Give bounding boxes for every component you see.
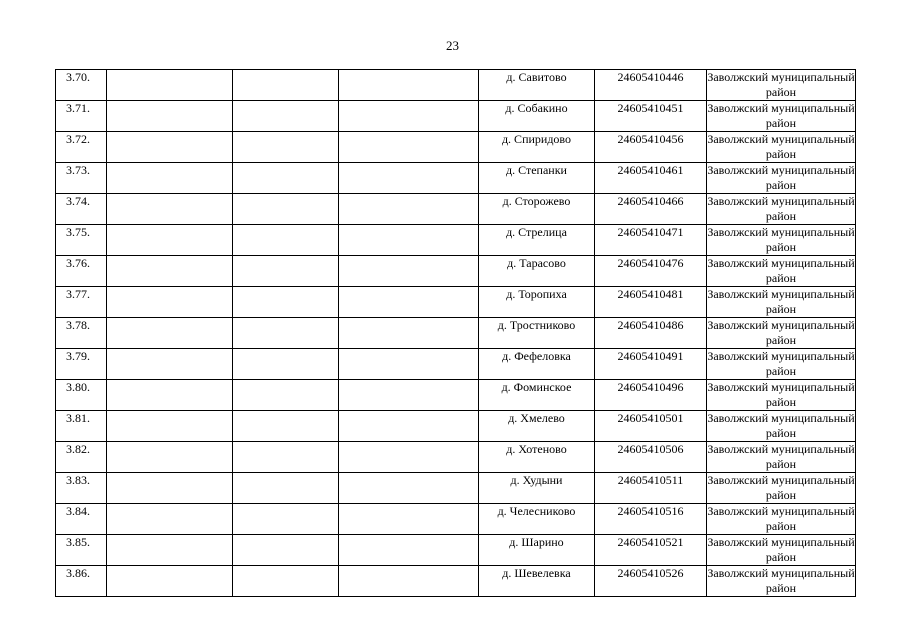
row-number-cell: 3.85. <box>56 535 107 566</box>
settlement-name-cell: д. Савитово <box>479 70 595 101</box>
settlement-name-cell: д. Сторожево <box>479 194 595 225</box>
empty-cell <box>107 318 233 349</box>
empty-cell <box>233 225 339 256</box>
empty-cell <box>233 380 339 411</box>
empty-cell <box>339 380 479 411</box>
table-row <box>56 318 856 349</box>
district-cell: Заволжский муниципальный район <box>707 349 855 378</box>
empty-cell <box>233 535 339 566</box>
district-cell: Заволжский муниципальный район <box>707 442 855 471</box>
table-row <box>56 256 856 287</box>
row-number-cell: 3.73. <box>56 163 107 194</box>
settlement-name-cell: д. Собакино <box>479 101 595 132</box>
oktmo-code-cell: 24605410446 <box>595 70 707 101</box>
row-number-cell: 3.75. <box>56 225 107 256</box>
district-cell: Заволжский муниципальный район <box>707 256 855 285</box>
district-cell: Заволжский муниципальный район <box>707 473 855 502</box>
empty-cell <box>339 473 479 504</box>
oktmo-code-cell: 24605410471 <box>595 225 707 256</box>
settlement-name-cell: д. Челесниково <box>479 504 595 535</box>
empty-cell <box>339 163 479 194</box>
oktmo-code-cell: 24605410456 <box>595 132 707 163</box>
empty-cell <box>107 504 233 535</box>
empty-cell <box>107 101 233 132</box>
empty-cell <box>339 132 479 163</box>
row-number-cell: 3.81. <box>56 411 107 442</box>
table-row <box>56 349 856 380</box>
row-number-cell: 3.86. <box>56 566 107 597</box>
table-row <box>56 287 856 318</box>
district-cell: Заволжский муниципальный район <box>707 132 855 161</box>
empty-cell <box>233 411 339 442</box>
table-row <box>56 225 856 256</box>
empty-cell <box>233 132 339 163</box>
empty-cell <box>107 225 233 256</box>
settlement-name-cell: д. Шарино <box>479 535 595 566</box>
empty-cell <box>339 566 479 597</box>
empty-cell <box>107 349 233 380</box>
oktmo-code-cell: 24605410461 <box>595 163 707 194</box>
page-number: 23 <box>446 38 459 53</box>
settlement-name-cell: д. Степанки <box>479 163 595 194</box>
empty-cell <box>107 287 233 318</box>
table-row <box>56 163 856 194</box>
empty-cell <box>107 380 233 411</box>
empty-cell <box>339 318 479 349</box>
oktmo-code-cell: 24605410521 <box>595 535 707 566</box>
oktmo-code-cell: 24605410506 <box>595 442 707 473</box>
row-number-cell: 3.72. <box>56 132 107 163</box>
settlement-name-cell: д. Худыни <box>479 473 595 504</box>
oktmo-code-cell: 24605410476 <box>595 256 707 287</box>
oktmo-code-cell: 24605410491 <box>595 349 707 380</box>
row-number-cell: 3.76. <box>56 256 107 287</box>
empty-cell <box>339 256 479 287</box>
oktmo-code-cell: 24605410496 <box>595 380 707 411</box>
settlement-name-cell: д. Хотеново <box>479 442 595 473</box>
oktmo-code-cell: 24605410466 <box>595 194 707 225</box>
table-row <box>56 411 856 442</box>
row-number-cell: 3.74. <box>56 194 107 225</box>
row-number-cell: 3.71. <box>56 101 107 132</box>
empty-cell <box>107 163 233 194</box>
table-row <box>56 132 856 163</box>
oktmo-code-cell: 24605410516 <box>595 504 707 535</box>
empty-cell <box>107 194 233 225</box>
district-cell: Заволжский муниципальный район <box>707 101 855 130</box>
oktmo-code-cell: 24605410526 <box>595 566 707 597</box>
row-number-cell: 3.77. <box>56 287 107 318</box>
row-number-cell: 3.70. <box>56 70 107 101</box>
empty-cell <box>233 256 339 287</box>
row-number-cell: 3.80. <box>56 380 107 411</box>
table-body <box>56 70 856 597</box>
table-row <box>56 535 856 566</box>
row-number-cell: 3.82. <box>56 442 107 473</box>
empty-cell <box>339 349 479 380</box>
empty-cell <box>339 225 479 256</box>
empty-cell <box>339 535 479 566</box>
settlements-table <box>55 69 856 597</box>
table-row <box>56 566 856 597</box>
district-cell: Заволжский муниципальный район <box>707 318 855 347</box>
district-cell: Заволжский муниципальный район <box>707 411 855 440</box>
empty-cell <box>233 163 339 194</box>
empty-cell <box>233 287 339 318</box>
row-number-cell: 3.78. <box>56 318 107 349</box>
empty-cell <box>107 442 233 473</box>
table-row <box>56 504 856 535</box>
district-cell: Заволжский муниципальный район <box>707 535 855 564</box>
settlement-name-cell: д. Фоминское <box>479 380 595 411</box>
row-number-cell: 3.79. <box>56 349 107 380</box>
table-row <box>56 194 856 225</box>
empty-cell <box>233 194 339 225</box>
empty-cell <box>339 101 479 132</box>
empty-cell <box>107 132 233 163</box>
empty-cell <box>233 349 339 380</box>
empty-cell <box>233 566 339 597</box>
empty-cell <box>339 504 479 535</box>
empty-cell <box>339 287 479 318</box>
empty-cell <box>107 473 233 504</box>
table-row <box>56 101 856 132</box>
table-row <box>56 473 856 504</box>
settlement-name-cell: д. Тарасово <box>479 256 595 287</box>
empty-cell <box>339 70 479 101</box>
settlement-name-cell: д. Тростниково <box>479 318 595 349</box>
oktmo-code-cell: 24605410486 <box>595 318 707 349</box>
empty-cell <box>339 411 479 442</box>
empty-cell <box>233 504 339 535</box>
table-row <box>56 70 856 101</box>
settlement-name-cell: д. Стрелица <box>479 225 595 256</box>
oktmo-code-cell: 24605410451 <box>595 101 707 132</box>
oktmo-code-cell: 24605410501 <box>595 411 707 442</box>
district-cell: Заволжский муниципальный район <box>707 287 855 316</box>
empty-cell <box>233 70 339 101</box>
settlement-name-cell: д. Фефеловка <box>479 349 595 380</box>
district-cell: Заволжский муниципальный район <box>707 504 855 533</box>
district-cell: Заволжский муниципальный район <box>707 70 855 99</box>
empty-cell <box>233 442 339 473</box>
empty-cell <box>233 473 339 504</box>
empty-cell <box>339 442 479 473</box>
row-number-cell: 3.83. <box>56 473 107 504</box>
empty-cell <box>107 535 233 566</box>
empty-cell <box>107 411 233 442</box>
empty-cell <box>233 318 339 349</box>
settlement-name-cell: д. Спиридово <box>479 132 595 163</box>
table-row <box>56 380 856 411</box>
district-cell: Заволжский муниципальный район <box>707 194 855 223</box>
district-cell: Заволжский муниципальный район <box>707 566 855 595</box>
district-cell: Заволжский муниципальный район <box>707 225 855 254</box>
empty-cell <box>107 566 233 597</box>
district-cell: Заволжский муниципальный район <box>707 380 855 409</box>
table-row <box>56 442 856 473</box>
settlement-name-cell: д. Торопиха <box>479 287 595 318</box>
empty-cell <box>107 256 233 287</box>
settlement-name-cell: д. Шевелевка <box>479 566 595 597</box>
district-cell: Заволжский муниципальный район <box>707 163 855 192</box>
oktmo-code-cell: 24605410511 <box>595 473 707 504</box>
settlement-name-cell: д. Хмелево <box>479 411 595 442</box>
row-number-cell: 3.84. <box>56 504 107 535</box>
empty-cell <box>107 70 233 101</box>
oktmo-code-cell: 24605410481 <box>595 287 707 318</box>
empty-cell <box>233 101 339 132</box>
empty-cell <box>339 194 479 225</box>
